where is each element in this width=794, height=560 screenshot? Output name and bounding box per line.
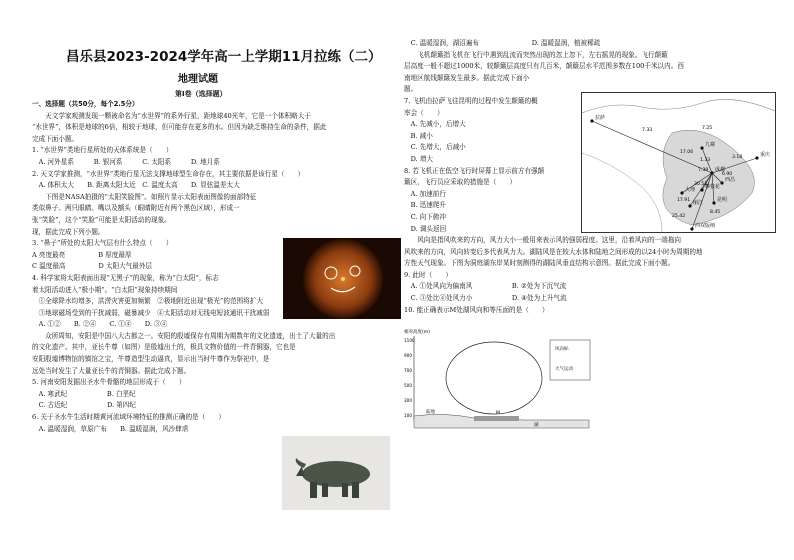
route-value: 8.45 <box>710 210 721 215</box>
right-text-line: C. 向下俯冲 <box>404 212 446 221</box>
left-text-line: A. 温暖湿润，草原广布 B. 温暖湿润，风沙肆虐 <box>32 424 189 433</box>
city-label: 攀枝花 <box>705 184 721 190</box>
city-label: 成都 <box>715 167 726 173</box>
right-text-line: C. ③处比④处风力小 D. ④处为上升气流 <box>404 294 567 303</box>
legend-air-motion: 大气运动 <box>555 367 573 372</box>
route-value: 1.33 <box>700 158 711 163</box>
left-text-line: ③地球磁场受到的干扰减弱，磁暴减少 ④太阳活动对无线电短波通讯干扰减弱 <box>32 308 270 317</box>
right-text-line: 10. 能正确表示M处湖风向和等压面的是（ ） <box>404 305 549 314</box>
left-text-line: 一、选择题（共50分，每个2.5分） <box>32 100 139 108</box>
city-label: 拉萨 <box>595 115 606 121</box>
ytick-label: 100 <box>404 413 412 418</box>
left-text-line: 着太阳活动进入“极小期”。“白太阳”现象持续期间 <box>32 285 178 294</box>
city-label: 昆明 <box>717 197 728 203</box>
route-value: 30.51 <box>694 182 708 187</box>
left-text-line: A 亮度最亮 B 厚度最厚 <box>32 250 132 259</box>
left-text-line: 完成下面小题。 <box>32 134 79 143</box>
city-point <box>710 171 713 174</box>
route-value: 3.18 <box>732 155 743 160</box>
subject-title: 地理试题 <box>178 74 218 85</box>
city-point <box>688 204 691 207</box>
right-text-line: B. 迅速爬升 <box>404 201 447 210</box>
right-text-line: 题。 <box>404 85 418 94</box>
left-text-line: 的文化遗产。其中，亚长牛尊（如图）是殷墟出土的，极具文物价值的一件青铜器，它也是 <box>32 343 296 352</box>
diagram-ylabel: 相对高度(m) <box>404 330 430 335</box>
city-point <box>720 181 723 184</box>
right-text-line: 飞机颠簸指飞机在飞行中遇到乱流而突然出现的忽上忽下，左右摇晃的现象。飞行颠簸 <box>404 50 668 59</box>
route-value: 6.90 <box>722 172 733 177</box>
route-value: 7.33 <box>642 128 653 133</box>
left-text-line: C 温度最高 D 太阳大气最外层 <box>32 262 153 271</box>
exam-title: 昌乐县2023-2024学年高一上学期11月拉练（二） <box>66 49 382 65</box>
route-value: 7.39 <box>698 168 709 173</box>
city-label: 重庆 <box>760 152 771 158</box>
right-text-line: 层高度一般不超过1000米，较颠簸层高度只有几百米，颠簸层水平范围多数在100千米以内。西 <box>404 62 684 71</box>
right-column <box>404 0 778 560</box>
left-text-line: A. ①② B. ②④ C. ①④ D. ③④ <box>32 320 168 329</box>
right-text-line: 风吹来的方向，风向转变后多代表风力大。湖陆风是在较大水体和陆地之间形成的以24小时为周期的地 <box>404 247 703 256</box>
route-value: 17.06 <box>680 150 694 155</box>
city-label: 丽江 <box>693 200 704 206</box>
left-text-line: 4. 科学家将太阳表面出现“无黑子”的现象，称为“白太阳”，标志 <box>32 273 219 282</box>
right-text-line: D. 增大 <box>404 154 434 163</box>
right-text-line: C. 先增大，后减小 <box>404 143 466 152</box>
left-text-line: 张“笑脸”，这个“笑脸”可能是太阳活动的现象。 <box>32 215 171 224</box>
city-point <box>755 156 758 159</box>
left-text-line: 现，据此完成下列小题。 <box>32 227 105 236</box>
city-point <box>680 191 683 194</box>
ytick-label: 500 <box>404 383 412 388</box>
right-text-line: D. 调头返回 <box>404 224 447 233</box>
left-text-line: 5. 河南安阳发掘出圣水牛骨骼的地层形成于（ ） <box>32 378 186 387</box>
bronze-ox-image <box>282 436 390 510</box>
legend-wind-vane: 风向标 <box>555 347 569 352</box>
volume-title: 第Ⅰ卷（选择题） <box>175 90 227 98</box>
city-label: 西昌 <box>725 177 736 183</box>
city-point <box>712 201 715 204</box>
right-text-line: 7. 飞机由拉萨飞往昆明的过程中发生颠簸的概 <box>404 96 538 105</box>
label-lake: 湖 <box>534 423 539 428</box>
city-point <box>690 227 693 230</box>
left-text-line: A. 体积太大 B. 距离太阳太近 C. 温度太高 D. 显弦温差太大 <box>32 181 240 190</box>
left-text-line: “水世界”，体积是地球的6倍，相较于地球，但可能存在更多的水。但因为缺乏维持生命的条件，据此 <box>32 123 327 132</box>
city-point <box>700 146 703 149</box>
left-text-line: A. 河外星系 B. 银河系 C. 太阳系 D. 地月系 <box>32 157 220 166</box>
route-value: 17.91 <box>677 198 691 203</box>
right-text-line: 方性天气现象。下图为洞庭湖东岸某时刻测得的湖陆风垂直结构示意图。据此完成下面小题。 <box>404 259 675 268</box>
left-text-line: 下图是NASA拍摄的“太阳笑脸图”。如照片显示太阳表面图像的面部特征 <box>32 192 257 201</box>
right-text-line: 8. 若飞机正在低空飞行时屏幕上显示前方有强颠 <box>404 166 545 175</box>
right-text-line: C. 温暖湿润，湖沼遍布 D. 温暖湿润，植被稀疏 <box>404 39 601 47</box>
breeze-diagram-svg <box>404 328 594 434</box>
right-text-line: B. 减小 <box>404 131 433 140</box>
city-point <box>590 119 593 122</box>
right-text-line: 9. 此时（ ） <box>404 270 452 279</box>
label-m: M <box>496 411 500 416</box>
lake-breeze-diagram <box>404 328 594 434</box>
left-text-line: 众所周知，安阳是中国八大古都之一。安阳的殷墟保存有周期为期数年的文化遗迹，出土了大量的出 <box>32 331 336 340</box>
left-text-line: A. 寒武纪 B. 白垩纪 <box>32 389 136 398</box>
left-text-line: 2. 天文学家推测，“水世界”类地行星无法支撑地球型生命存在，其主要依据是该行星（ ） <box>32 169 305 178</box>
left-text-line: C. 古近纪 D. 第四纪 <box>32 401 136 410</box>
city-label: 九寨 <box>705 142 716 148</box>
route-value: 7.25 <box>702 126 713 131</box>
left-text-line: 3. “鼻子”所处的太阳大气层有什么特点（ ） <box>32 239 173 248</box>
label-land: 陆地 <box>426 410 435 415</box>
right-text-line: A. 加速前行 <box>404 189 446 198</box>
right-text-line: 风向是指风吹来的方向，风力大小一般用来表示风的强弱程度。这里，沿着风向的一端拖向 <box>404 236 681 245</box>
sun-smiley-image <box>283 238 401 319</box>
city-point <box>700 188 703 191</box>
left-text-line: ①全球降水均增多，洪涝灾害更加频繁 ②极地附近出现“极光”的范围将扩大 <box>32 297 263 306</box>
right-text-line: A. ①处风向为偏南风 B. ②处为下沉气流 <box>404 282 567 291</box>
left-text-line: 类似鼻子、两只眼睛、嘴以及额头（眼睛附近有两个黑色区域），形成一 <box>32 204 240 213</box>
right-text-line: A. 先减小，后增大 <box>404 120 466 129</box>
ytick-label: 1100 <box>404 338 415 343</box>
ytick-label: 300 <box>404 398 412 403</box>
flight-map-svg <box>582 93 775 232</box>
right-text-line: 率会（ ） <box>404 108 444 117</box>
city-label: 西双版纳 <box>695 223 716 229</box>
right-text-line: 南地区航线颠簸发生最多。据此完成下面小 <box>404 73 530 82</box>
bronze-ox-photo <box>282 436 390 510</box>
left-text-line: 6. 关于圣水牛生活时期黄河流域环境特征的推测正确的是（ ） <box>32 413 226 422</box>
sun-photo <box>283 238 401 319</box>
ytick-label: 700 <box>404 368 412 373</box>
city-label: 大理 <box>685 187 696 193</box>
left-text-line: 远处当时发生了大量亚长牛的青铜器。据此完成下题。 <box>32 366 191 375</box>
route-value: 25.42 <box>672 214 686 219</box>
ytick-label: 900 <box>404 353 412 358</box>
flight-route-map <box>581 92 776 233</box>
left-text-line: 天文学家观测发现一颗被命名为“水世界”的系外行星，距地球40光年，它是一个体积略大于 <box>32 111 311 120</box>
right-text-line: 簸区，飞行员应采取的措施是（ ） <box>404 178 517 187</box>
left-text-line: 安阳殷墟博物馆的镇馆之宝，牛尊造型生动逼真，显示出当时牛尊作为祭祀中，是 <box>32 355 270 364</box>
left-text-line: 1. “水世界”类地行星所处的天体系统是（ ） <box>32 146 173 155</box>
